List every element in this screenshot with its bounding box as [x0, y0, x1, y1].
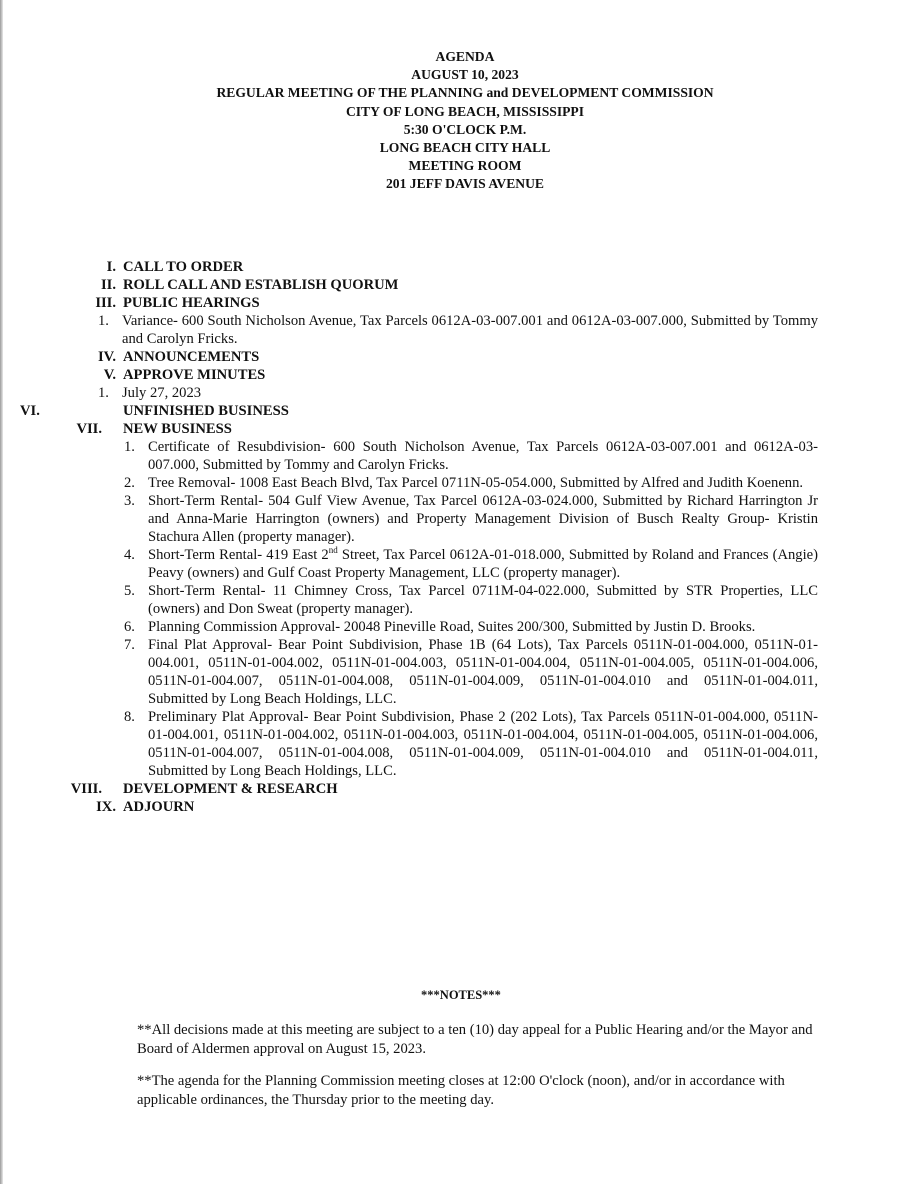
item-text	[148, 546, 818, 582]
item-number: 8.	[124, 709, 135, 725]
item-text: Short-Term Rental- 11 Chimney Cross, Tax Parcel 0711M-04-022.000, Submitted by STR Properties, LLC (owners) and Don Sweat (property manager).	[148, 583, 818, 617]
section-title: PUBLIC HEARINGS	[123, 295, 260, 311]
agenda-list	[0, 258, 908, 816]
notes-title: ***NOTES***	[421, 988, 501, 1002]
header-line-time: 5:30 O'CLOCK P.M.	[403, 121, 527, 137]
section-title: ROLL CALL AND ESTABLISH QUORUM	[123, 277, 399, 293]
section-title: NEW BUSINESS	[123, 421, 232, 437]
item-text: Final Plat Approval- Bear Point Subdivision, Phase 1B (64 Lots), Tax Parcels 0511N-01-004.000, 0511N-01-004.001, 0511N-01-004.002, 0511N-01-004.003, 0511N-01-004.004, 0511N-01-004.005, 0511N-01-004.006, 0511N-01-004.007, 0511N-01-004.008, 0511N-01-004.009, 0511N-01-004.010 and 0511N-01-004.011, Submitted by Long Beach Holdings, LLC.	[148, 637, 818, 707]
list-item	[0, 438, 818, 474]
section-number: III.	[95, 295, 116, 311]
item-text-end: Street, Tax Parcel 0612A-01-018.000, Submitted by Roland and Frances (Angie) Peavy (owners) and Gulf Coast Property Management, LLC (property manager).	[148, 547, 818, 581]
header-line-venue: LONG BEACH CITY HALL	[379, 140, 551, 156]
section-number: IX.	[96, 799, 116, 815]
list-item	[0, 708, 818, 780]
section-title: APPROVE MINUTES	[123, 367, 266, 383]
section-title: ANNOUNCEMENTS	[123, 349, 260, 365]
agenda-header	[0, 48, 908, 194]
item-text: Preliminary Plat Approval- Bear Point Subdivision, Phase 2 (202 Lots), Tax Parcels 0511N-01-004.000, 0511N-01-004.001, 0511N-01-004.002, 0511N-01-004.003, 0511N-01-004.004, 0511N-01-004.005, 0511N-01-004.006, 0511N-01-004.007, 0511N-01-004.008, 0511N-01-004.009, 0511N-01-004.010 and 0511N-01-004.011, Submitted by Long Beach Holdings, LLC.	[148, 709, 818, 779]
header-line-address: 201 JEFF DAVIS AVENUE	[386, 176, 544, 192]
section-number: VIII.	[70, 781, 102, 797]
item-text: July 27, 2023	[122, 385, 202, 401]
section-number: VI.	[20, 403, 40, 419]
section-number: IV.	[98, 349, 116, 365]
item-text: Variance- 600 South Nicholson Avenue, Tax Parcels 0612A-03-007.001 and 0612A-03-007.000, Submitted by Tommy and Carolyn Fricks.	[122, 313, 818, 347]
item-number: 3.	[124, 493, 135, 509]
section-approve-minutes	[0, 366, 908, 384]
section-roll-call	[0, 276, 908, 294]
section-number: VII.	[76, 421, 102, 437]
list-item	[0, 636, 818, 708]
section-number: II.	[100, 277, 116, 293]
header-line-meeting: REGULAR MEETING OF THE PLANNING and DEVELOPMENT COMMISSION	[216, 85, 714, 101]
item-number: 6.	[124, 619, 135, 635]
item-text: Tree Removal- 1008 East Beach Blvd, Tax Parcel 0711N-05-054.000, Submitted by Alfred and Judith Koenenn.	[148, 475, 804, 491]
section-new-business	[0, 420, 908, 438]
item-number: 2.	[124, 475, 135, 491]
item-number: 4.	[124, 547, 135, 563]
item-number: 1.	[98, 385, 109, 401]
list-item	[0, 546, 818, 582]
list-item	[0, 474, 818, 492]
note-appeal: **All decisions made at this meeting are subject to a ten (10) day appeal for a Public Hearing and/or the Mayor and Board of Aldermen approval on August 15, 2023.	[137, 1022, 813, 1057]
section-call-to-order	[0, 258, 908, 276]
section-public-hearings	[0, 294, 908, 312]
section-title: CALL TO ORDER	[123, 259, 244, 275]
section-adjourn	[0, 798, 908, 816]
section-announcements	[0, 348, 908, 366]
section-number: I.	[106, 259, 116, 275]
section-title: UNFINISHED BUSINESS	[123, 403, 289, 419]
header-line-city: CITY OF LONG BEACH, MISSISSIPPI	[345, 103, 585, 119]
section-development-research	[0, 780, 908, 798]
item-text: Planning Commission Approval- 20048 Pineville Road, Suites 200/300, Submitted by Justin D. Brooks.	[148, 619, 756, 635]
list-item	[0, 582, 818, 618]
item-number: 5.	[124, 583, 135, 599]
list-item	[0, 618, 818, 636]
section-unfinished-business	[0, 402, 908, 420]
section-number: V.	[103, 367, 116, 383]
list-item	[0, 384, 818, 402]
header-line-room: MEETING ROOM	[408, 158, 522, 174]
ordinal-suffix: nd	[328, 545, 338, 556]
section-title: DEVELOPMENT & RESEARCH	[123, 781, 338, 797]
header-line-title: AGENDA	[435, 49, 495, 64]
item-number: 1.	[124, 439, 135, 455]
item-text: Short-Term Rental- 504 Gulf View Avenue, Tax Parcel 0612A-03-024.000, Submitted by Richard Harrington Jr and Anna-Marie Harrington (owners) and Property Management Division of Busch Realty Group- Kristin Stachura Allen (property manager).	[148, 493, 818, 545]
note-agenda-deadline: **The agenda for the Planning Commission meeting closes at 12:00 O'clock (noon), and/or in accordance with applicable ordinances, the Thursday prior to the meeting day.	[137, 1073, 785, 1108]
item-text-start: Short-Term Rental- 419 East 2	[148, 547, 329, 563]
notes-block	[0, 986, 908, 1110]
list-item	[0, 492, 818, 546]
item-number: 1.	[98, 313, 109, 329]
list-item	[0, 312, 818, 348]
section-title: ADJOURN	[123, 799, 195, 815]
header-line-date: AUGUST 10, 2023	[411, 67, 519, 83]
item-text: Certificate of Resubdivision- 600 South Nicholson Avenue, Tax Parcels 0612A-03-007.001 and 0612A-03-007.000, Submitted by Tommy and Carolyn Fricks.	[148, 439, 818, 473]
item-number: 7.	[124, 637, 135, 653]
